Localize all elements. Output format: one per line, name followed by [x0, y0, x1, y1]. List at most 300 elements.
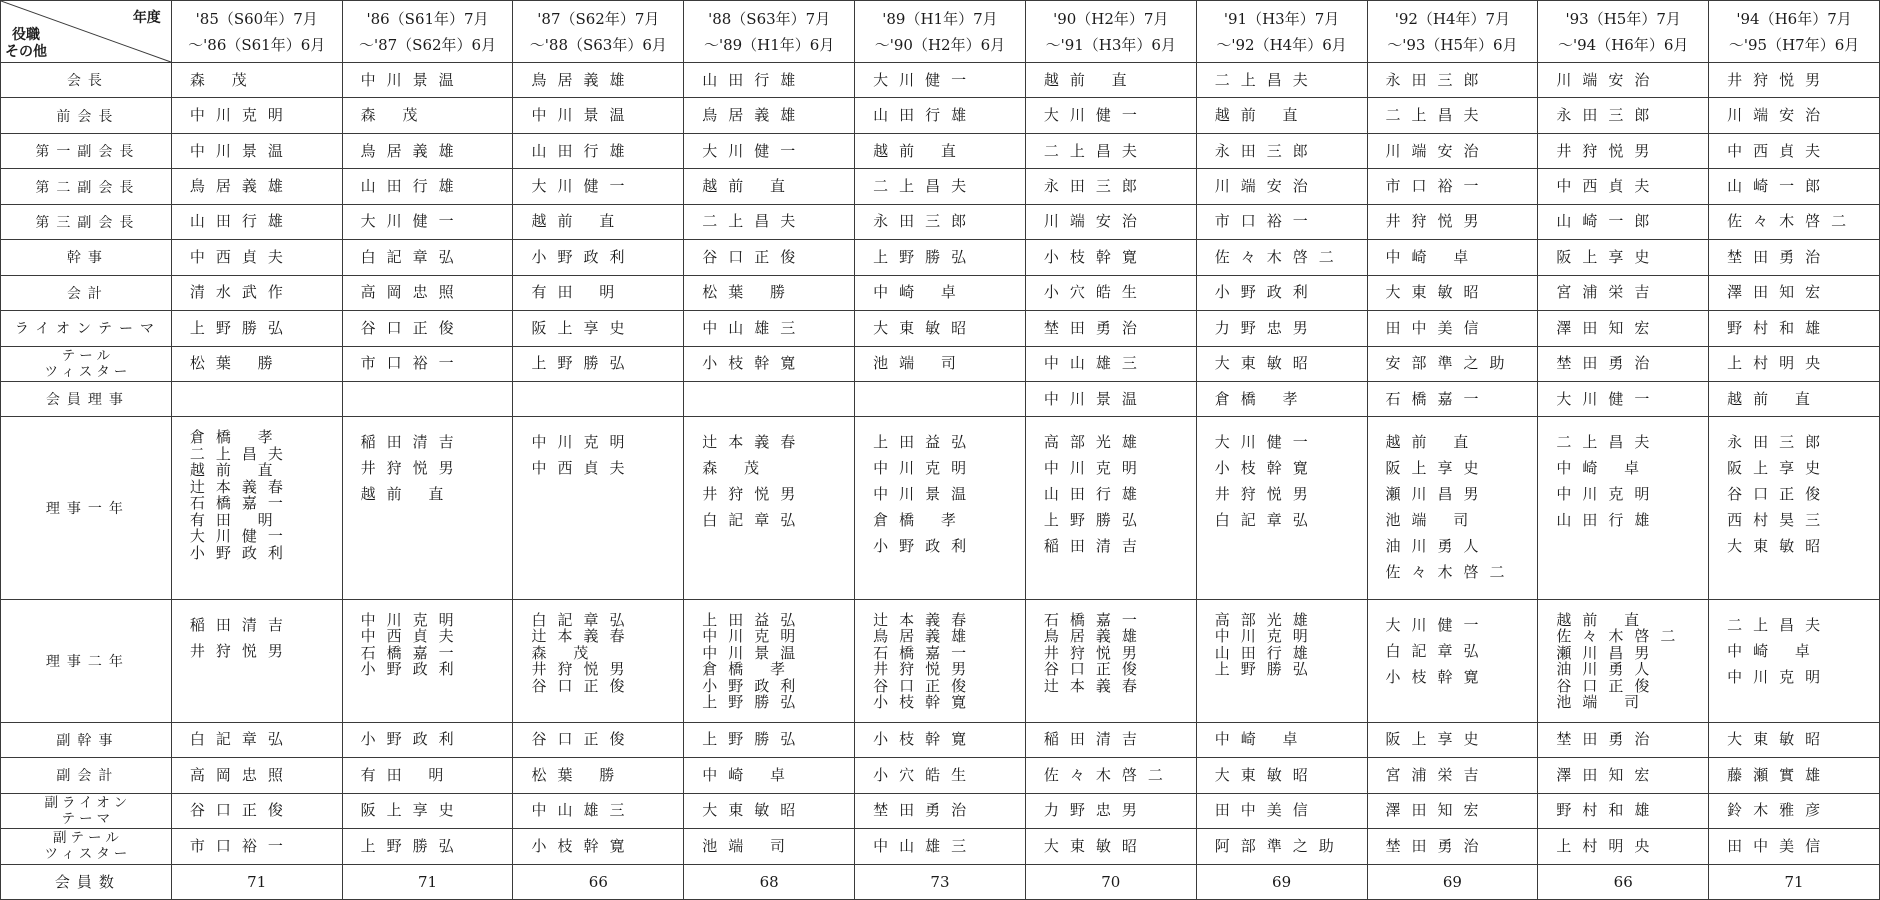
table-row	[1, 169, 1880, 204]
member-name: 井狩悦男	[1385, 212, 1490, 231]
member-cell	[684, 133, 855, 168]
year-header-line: '88（S63年）7月	[708, 9, 831, 28]
year-header-line: 〜'89（H1年）6月	[703, 35, 835, 54]
member-name: 鳥居義雄	[702, 106, 807, 125]
table-row	[1, 275, 1880, 310]
member-name: 中川克明	[702, 627, 807, 646]
role-label-line: ツィスター	[44, 846, 132, 863]
member-cell	[1367, 758, 1538, 793]
member-cell	[513, 793, 684, 828]
role-cell	[1, 240, 172, 275]
member-name: 市口裕一	[360, 354, 465, 373]
member-name: 倉橋 孝	[873, 511, 967, 530]
member-count-value: 66	[513, 864, 684, 899]
member-name: 永田三郎	[1214, 141, 1319, 160]
member-name: 中崎 卓	[1385, 247, 1480, 266]
member-cell	[684, 381, 855, 416]
member-cell	[855, 346, 1026, 381]
member-cell	[513, 417, 684, 599]
member-name: 小野政利	[531, 247, 636, 266]
member-cell	[171, 204, 342, 239]
member-cell	[1367, 63, 1538, 98]
member-name: 永田三郎	[873, 212, 978, 231]
member-cell	[1025, 599, 1196, 722]
member-name: 小枝幹寛	[873, 693, 978, 712]
member-name: 佐々木啓二	[1214, 247, 1345, 266]
member-cell	[684, 204, 855, 239]
year-header	[1025, 1, 1196, 63]
year-header	[342, 1, 513, 63]
member-name: 小野政利	[1214, 283, 1319, 302]
member-name: 鳥居義雄	[189, 177, 294, 196]
member-name: 倉橋 孝	[702, 660, 797, 679]
member-name: 大東敏昭	[1385, 283, 1490, 302]
member-name: 澤田知宏	[1556, 318, 1661, 337]
member-name: 松葉 勝	[531, 765, 626, 784]
member-name: 川端安治	[1556, 70, 1661, 89]
member-name: 佐々木啓二	[1727, 212, 1858, 231]
member-count-value: 73	[855, 864, 1026, 899]
role-label-line: 副会計	[56, 768, 120, 785]
member-cell	[513, 722, 684, 757]
member-cell	[342, 417, 513, 599]
role-label-line: 第三副会長	[35, 214, 141, 231]
member-name: 井狩悦男	[360, 459, 465, 478]
member-cell	[1538, 758, 1709, 793]
member-name: 埜田勇治	[1385, 836, 1490, 855]
member-name: 中川克明	[1556, 485, 1661, 504]
member-name: 藤瀬實雄	[1727, 765, 1832, 784]
member-name: 石橋嘉一	[360, 643, 465, 662]
table-row	[1, 417, 1880, 599]
role-cell	[1, 722, 172, 757]
member-cell	[513, 758, 684, 793]
member-name: 稲田清吉	[1043, 537, 1148, 556]
role-cell	[1, 381, 172, 416]
member-cell	[342, 829, 513, 864]
member-cell	[1025, 63, 1196, 98]
member-name: 中西貞夫	[1556, 177, 1661, 196]
member-cell	[1538, 722, 1709, 757]
member-name: 高部光雄	[1043, 433, 1148, 452]
member-cell	[855, 829, 1026, 864]
member-cell	[1025, 133, 1196, 168]
member-name: 市口裕一	[1385, 177, 1490, 196]
member-cell	[513, 275, 684, 310]
member-name: 越前 直	[531, 212, 626, 231]
member-name: 上野勝弘	[1043, 511, 1148, 530]
member-name: 大川健一	[1385, 615, 1490, 634]
member-name: 清水武作	[189, 283, 294, 302]
member-cell	[1538, 204, 1709, 239]
member-name: 二上昌夫	[1556, 433, 1661, 452]
member-cell	[342, 758, 513, 793]
member-name: 安部準之助	[1385, 354, 1516, 373]
role-cell	[1, 311, 172, 346]
member-name: 中西貞夫	[1727, 141, 1832, 160]
member-name: 川端安治	[1727, 106, 1832, 125]
member-name: 高岡忠照	[360, 283, 465, 302]
member-count-value: 71	[171, 864, 342, 899]
member-cell	[171, 169, 342, 204]
member-name: 田中美信	[1727, 836, 1832, 855]
member-name: 井狩悦男	[702, 485, 807, 504]
member-name: 上野勝弘	[1214, 660, 1319, 679]
member-name: 山田行雄	[1214, 643, 1319, 662]
header-row	[1, 1, 1880, 63]
year-header-line: '86（S61年）7月	[366, 9, 489, 28]
member-name: 小野政利	[189, 543, 294, 562]
member-cell	[855, 204, 1026, 239]
member-cell	[1709, 829, 1880, 864]
year-label: 年度	[132, 10, 161, 26]
member-name: 大川健一	[531, 177, 636, 196]
member-name: 倉橋 孝	[189, 428, 284, 447]
member-cell	[1196, 133, 1367, 168]
member-name: 二上昌夫	[1214, 70, 1319, 89]
table-row	[1, 204, 1880, 239]
member-cell	[855, 275, 1026, 310]
member-name: 小枝幹寛	[702, 354, 807, 373]
member-name: 石橋嘉一	[1043, 610, 1148, 629]
member-name: 小野政利	[873, 537, 978, 556]
member-cell	[684, 98, 855, 133]
member-name: 谷口正俊	[189, 801, 294, 820]
member-name: 西村昊三	[1727, 511, 1832, 530]
member-cell	[513, 829, 684, 864]
member-cell	[1709, 240, 1880, 275]
member-name: 上田益弘	[702, 610, 807, 629]
member-cell	[1367, 381, 1538, 416]
member-cell	[684, 599, 855, 722]
member-cell	[1025, 98, 1196, 133]
member-name: 小穴皓生	[873, 765, 978, 784]
member-name: 松葉 勝	[189, 354, 284, 373]
member-name: 井狩悦男	[1556, 141, 1661, 160]
member-name: 山田行雄	[1043, 485, 1148, 504]
member-name: 白記章弘	[531, 610, 636, 629]
member-cell	[855, 169, 1026, 204]
year-header	[171, 1, 342, 63]
member-cell	[1025, 311, 1196, 346]
table-row	[1, 758, 1880, 793]
member-count-value: 69	[1367, 864, 1538, 899]
member-name: 中川克明	[1043, 459, 1148, 478]
member-name: 井狩悦男	[1214, 485, 1319, 504]
member-name: 佐々木啓二	[1556, 627, 1687, 646]
member-name: 有田 明	[189, 510, 284, 529]
member-cell	[1709, 133, 1880, 168]
member-cell	[1367, 311, 1538, 346]
role-label-line: その他	[5, 44, 47, 60]
member-cell	[1025, 169, 1196, 204]
member-name: 谷口正俊	[531, 676, 636, 695]
member-cell	[171, 417, 342, 599]
member-name: 越前 直	[702, 177, 797, 196]
member-cell	[855, 240, 1026, 275]
role-label-line: 第二副会長	[35, 179, 141, 196]
member-name: 上野勝弘	[873, 247, 978, 266]
role-cell	[1, 98, 172, 133]
member-cell	[1538, 311, 1709, 346]
member-name: 山田行雄	[189, 212, 294, 231]
member-name: 中川克明	[873, 459, 978, 478]
member-name: 越前 直	[360, 485, 455, 504]
member-name: 谷口正俊	[702, 247, 807, 266]
member-count-value: 68	[684, 864, 855, 899]
member-cell	[855, 63, 1026, 98]
member-name: 有田 明	[360, 765, 455, 784]
role-label-line: 副幹事	[56, 732, 120, 749]
member-name: 大川健一	[360, 212, 465, 231]
member-name: 中川克明	[531, 433, 636, 452]
member-name: 池端 司	[1385, 511, 1480, 530]
member-cell	[1196, 275, 1367, 310]
member-name: 二上昌夫	[1727, 615, 1832, 634]
member-cell	[342, 722, 513, 757]
member-cell	[1025, 417, 1196, 599]
member-name: 小枝幹寛	[873, 730, 978, 749]
member-name: 阪上享史	[1556, 247, 1661, 266]
member-name: 山田行雄	[702, 70, 807, 89]
member-name: 野村和雄	[1556, 801, 1661, 820]
member-cell	[1025, 240, 1196, 275]
member-name: 力野忠男	[1043, 801, 1148, 820]
role-label-line: 理事二年	[45, 653, 130, 670]
member-name: 上野勝弘	[702, 730, 807, 749]
member-cell	[1709, 169, 1880, 204]
member-name: 中川景温	[873, 485, 978, 504]
member-name: 石橋嘉一	[189, 494, 294, 513]
year-header-line: '90（H2年）7月	[1053, 9, 1169, 28]
member-cell	[1196, 599, 1367, 722]
member-name: 越前 直	[1214, 106, 1309, 125]
member-cell	[171, 240, 342, 275]
year-header-line: 〜'86（S61年）6月	[188, 35, 326, 54]
member-name: 稲田清吉	[189, 615, 294, 634]
member-name: 山田行雄	[360, 177, 465, 196]
member-cell	[1025, 793, 1196, 828]
year-header	[1709, 1, 1880, 63]
member-name: 中川克明	[360, 610, 465, 629]
role-label	[5, 27, 47, 61]
member-cell	[1196, 240, 1367, 275]
member-name: 越前 直	[1727, 389, 1821, 408]
table-row	[1, 346, 1880, 381]
member-name: 阪上享史	[1385, 730, 1490, 749]
member-cell	[1709, 275, 1880, 310]
member-cell	[342, 381, 513, 416]
member-cell	[342, 275, 513, 310]
member-cell	[1538, 793, 1709, 828]
year-header-line: '85（S60年）7月	[195, 9, 318, 28]
member-count-value: 70	[1025, 864, 1196, 899]
member-name: 森 茂	[702, 459, 771, 478]
member-name: 中川景温	[702, 643, 807, 662]
member-name: 中崎 卓	[1214, 730, 1309, 749]
member-count-value: 71	[342, 864, 513, 899]
member-cell	[1709, 311, 1880, 346]
member-cell	[1196, 722, 1367, 757]
member-cell	[1709, 793, 1880, 828]
member-name: 鳥居義雄	[531, 70, 636, 89]
member-name: 中川景温	[189, 141, 294, 160]
member-name: 永田三郎	[1727, 433, 1832, 452]
member-name: 力野忠男	[1214, 318, 1319, 337]
role-label-line: 会長	[66, 73, 109, 90]
member-name: 谷口正俊	[531, 730, 636, 749]
member-cell	[513, 240, 684, 275]
member-name: 越前 直	[873, 141, 967, 160]
member-cell	[171, 98, 342, 133]
member-cell	[684, 722, 855, 757]
member-name: 辻本義春	[1043, 676, 1148, 695]
member-name: 中崎 卓	[873, 283, 967, 302]
member-name: 阪上享史	[1385, 459, 1490, 478]
member-name: 二上昌夫	[1385, 106, 1490, 125]
member-name: 阪上享史	[531, 318, 636, 337]
member-name: 澤田知宏	[1556, 765, 1661, 784]
member-cell	[171, 346, 342, 381]
year-header	[1367, 1, 1538, 63]
member-cell	[1196, 829, 1367, 864]
role-label-line: 幹事	[66, 250, 109, 267]
member-name: 中川景温	[1043, 389, 1148, 408]
year-header-line: 〜'94（H6年）6月	[1558, 35, 1689, 54]
member-cell	[1538, 275, 1709, 310]
table-row	[1, 381, 1880, 416]
member-name: 大川健一	[873, 70, 978, 89]
member-name: 大東敏昭	[702, 801, 807, 820]
role-label-line: ライオンテーマ	[14, 321, 161, 338]
role-cell	[1, 758, 172, 793]
role-cell	[1, 63, 172, 98]
member-name: 川端安治	[1214, 177, 1319, 196]
member-name: 森 茂	[360, 106, 429, 125]
year-header-line: '94（H6年）7月	[1736, 9, 1852, 28]
year-header-line: '87（S62年）7月	[537, 9, 660, 28]
role-label-line: 役職	[12, 27, 40, 43]
member-cell	[1709, 98, 1880, 133]
member-cell	[1709, 381, 1880, 416]
member-name: 高岡忠照	[189, 765, 294, 784]
member-count-value: 69	[1196, 864, 1367, 899]
member-name: 小野政利	[702, 676, 807, 695]
member-cell	[171, 599, 342, 722]
member-cell	[855, 98, 1026, 133]
year-header-line: 〜'91（H3年）6月	[1045, 35, 1176, 54]
member-cell	[1538, 599, 1709, 722]
table-row	[1, 98, 1880, 133]
role-label-line: テール	[61, 347, 115, 364]
member-cell	[342, 346, 513, 381]
year-header-line: 〜'95（H7年）6月	[1728, 35, 1860, 54]
member-name: 白記章弘	[1385, 641, 1490, 660]
member-cell	[1196, 169, 1367, 204]
role-cell	[1, 346, 172, 381]
member-name: 二上昌夫	[702, 212, 807, 231]
member-cell	[342, 204, 513, 239]
year-header	[1196, 1, 1367, 63]
member-name: 永田三郎	[1043, 177, 1148, 196]
member-name: 佐々木啓二	[1043, 765, 1174, 784]
year-header	[1538, 1, 1709, 63]
member-cell	[1367, 829, 1538, 864]
member-cell	[1367, 169, 1538, 204]
member-cell	[1538, 133, 1709, 168]
member-cell	[1025, 829, 1196, 864]
role-label-line: 会員理事	[45, 392, 130, 409]
member-count-row	[1, 864, 1880, 899]
member-name: 辻本義春	[702, 433, 807, 452]
role-cell	[1, 793, 172, 828]
member-cell	[171, 311, 342, 346]
member-cell	[171, 133, 342, 168]
member-cell	[1367, 275, 1538, 310]
member-cell	[1367, 240, 1538, 275]
member-cell	[342, 133, 513, 168]
member-name: 山田行雄	[873, 106, 978, 125]
member-cell	[1196, 311, 1367, 346]
member-cell	[1538, 240, 1709, 275]
member-cell	[1709, 204, 1880, 239]
member-name: 埜田勇治	[873, 801, 978, 820]
member-cell	[513, 98, 684, 133]
member-name: 谷口正俊	[1727, 485, 1832, 504]
member-name: 石橋嘉一	[873, 643, 978, 662]
role-label-line: 会計	[66, 285, 109, 302]
member-cell	[684, 793, 855, 828]
year-header	[684, 1, 855, 63]
member-name: 大川健一	[189, 527, 294, 546]
member-cell	[1367, 793, 1538, 828]
role-label-line: 理事一年	[45, 501, 130, 518]
member-cell	[855, 793, 1026, 828]
member-cell	[1367, 722, 1538, 757]
member-name: 小野政利	[360, 730, 465, 749]
member-cell	[1367, 133, 1538, 168]
member-name: 辻本義春	[873, 610, 978, 629]
member-name: 宮浦栄吉	[1556, 283, 1661, 302]
role-cell	[1, 417, 172, 599]
member-name: 小穴皓生	[1043, 283, 1148, 302]
role-cell	[1, 204, 172, 239]
member-cell	[1538, 417, 1709, 599]
member-cell	[342, 169, 513, 204]
role-cell	[1, 275, 172, 310]
member-cell	[1196, 417, 1367, 599]
member-cell	[684, 63, 855, 98]
member-cell	[855, 599, 1026, 722]
year-header-line: '89（H1年）7月	[882, 9, 998, 28]
member-cell	[1538, 381, 1709, 416]
role-label-line: 前会長	[56, 108, 120, 125]
corner-header	[1, 1, 172, 63]
member-cell	[1367, 346, 1538, 381]
year-header-line: 〜'90（H2年）6月	[874, 35, 1006, 54]
member-cell	[1367, 599, 1538, 722]
member-name: 野村和雄	[1727, 318, 1832, 337]
member-name: 阿部準之助	[1214, 836, 1345, 855]
member-cell	[1538, 829, 1709, 864]
member-name: 大川健一	[702, 141, 807, 160]
year-header-line: 〜'93（H5年）6月	[1387, 35, 1518, 54]
member-name: 小野政利	[360, 660, 465, 679]
year-header-line: '93（H5年）7月	[1565, 9, 1681, 28]
member-name: 油川勇人	[1556, 660, 1661, 679]
member-cell	[1538, 63, 1709, 98]
role-label-line: 第一副会長	[35, 144, 141, 161]
